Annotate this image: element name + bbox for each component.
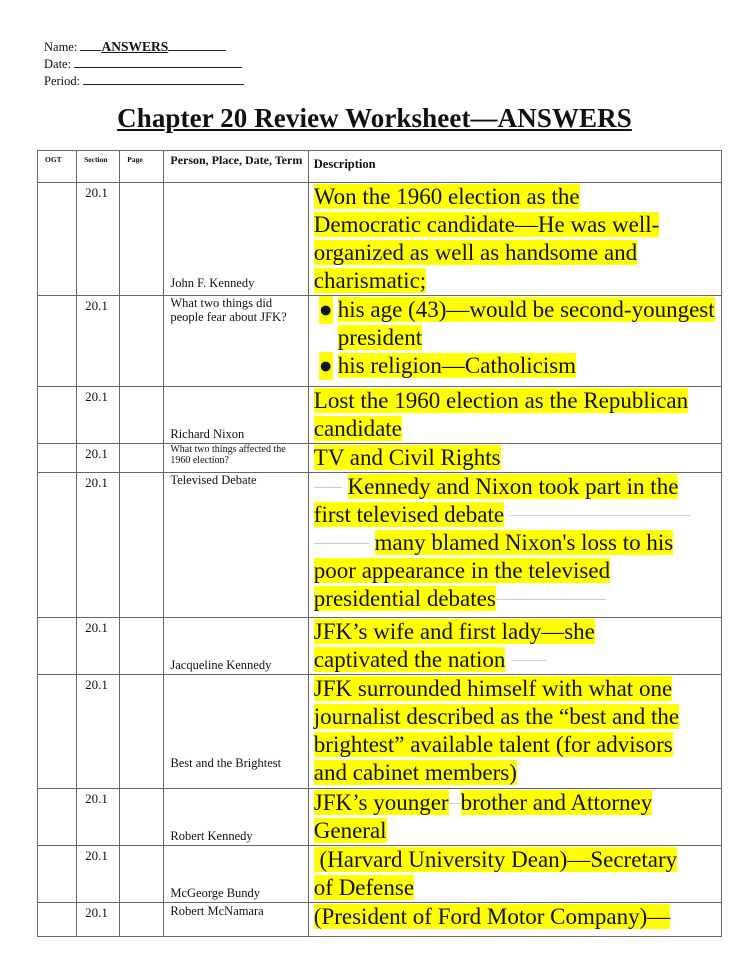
- term-cell: [164, 183, 308, 296]
- section-cell: 20.1: [77, 675, 120, 789]
- table-row: [38, 473, 722, 618]
- period-label: Period:: [44, 74, 81, 88]
- term-text: John F. Kennedy: [170, 276, 255, 290]
- ogt-cell: [38, 183, 77, 296]
- description-cell: [308, 183, 721, 296]
- table-row: [38, 618, 722, 675]
- ogt-cell: [38, 675, 77, 789]
- description-line: and cabinet members): [313, 760, 517, 785]
- ogt-cell: [38, 387, 77, 444]
- page-cell: [120, 618, 164, 675]
- review-table: [37, 150, 722, 937]
- section-cell: 20.1: [77, 387, 120, 444]
- term-cell: [164, 618, 308, 675]
- description-line: brother and Attorney: [460, 790, 653, 815]
- table-row: [38, 444, 722, 473]
- ogt-cell: [38, 473, 77, 618]
- name-line-left: [80, 38, 101, 51]
- ogt-cell: [38, 296, 77, 387]
- description-line: charismatic;: [313, 268, 427, 293]
- hidden-note: [510, 515, 690, 519]
- description-line: General: [313, 818, 387, 843]
- description-line: journalist described as the “best and the: [313, 704, 680, 729]
- page-cell: [120, 846, 164, 903]
- term-cell: [164, 387, 308, 444]
- section-cell: 20.1: [77, 473, 120, 618]
- description-line: of Defense: [313, 875, 415, 900]
- description-cell: [308, 387, 721, 444]
- description-line: Kennedy and Nixon took part in the: [347, 474, 679, 499]
- bullet-text: his religion—Catholicism: [337, 353, 577, 378]
- page-title: Chapter 20 Review Worksheet—ANSWERS: [117, 103, 632, 133]
- description-line: TV and Civil Rights: [313, 445, 501, 470]
- term-text: Jacqueline Kennedy: [170, 658, 272, 672]
- description-line: presidential debates: [313, 586, 496, 611]
- description-cell: [308, 903, 721, 937]
- section-cell: 20.1: [77, 846, 120, 903]
- section-cell: 20.1: [77, 789, 120, 846]
- name-field: [44, 38, 244, 55]
- col-header-ogt: OGT: [38, 151, 77, 183]
- description-cell: [308, 473, 721, 618]
- bullet-item: [311, 296, 721, 352]
- table-row: [38, 789, 722, 846]
- description-line: many blamed Nixon's loss to his: [374, 530, 674, 555]
- description-line: poor appearance in the televised: [313, 558, 611, 583]
- hidden-note: [314, 487, 342, 491]
- hidden-note: [496, 599, 606, 603]
- section-cell: 20.1: [77, 903, 120, 937]
- description-line: Lost the 1960 election as the Republican: [313, 388, 689, 413]
- col-header-term: Person, Place, Date, Term: [164, 151, 308, 183]
- description-line: JFK surrounded himself with what one: [313, 676, 673, 701]
- table-row: [38, 846, 722, 903]
- date-label: Date:: [44, 57, 72, 71]
- term-text: Best and the Brightest: [170, 756, 282, 770]
- description-cell: [308, 789, 721, 846]
- term-text: Richard Nixon: [170, 427, 245, 441]
- bullet-icon: ●: [318, 297, 333, 322]
- section-cell: 20.1: [77, 296, 120, 387]
- section-cell: 20.1: [77, 444, 120, 473]
- table-row: [38, 675, 722, 789]
- description-line: brightest” available talent (for advisors: [313, 732, 673, 757]
- page-cell: [120, 675, 164, 789]
- description-line: (Harvard University Dean)—Secretary: [313, 847, 678, 872]
- bullet-text: his age (43)—would be second-youngest president: [337, 297, 715, 350]
- date-line: [74, 55, 242, 68]
- page-cell: [120, 444, 164, 473]
- page-cell: [120, 183, 164, 296]
- description-cell: [308, 618, 721, 675]
- period-field: [44, 72, 244, 89]
- term-cell: [164, 789, 308, 846]
- bullet-item: [311, 352, 721, 380]
- date-field: [44, 55, 244, 72]
- col-header-section: Section: [77, 151, 120, 183]
- ogt-cell: [38, 903, 77, 937]
- ogt-cell: [38, 444, 77, 473]
- hidden-note: [511, 660, 546, 664]
- term-cell: [164, 846, 308, 903]
- term-cell: Televised Debate: [164, 473, 308, 618]
- bullet-icon: ●: [318, 353, 333, 378]
- page-cell: [120, 296, 164, 387]
- page-cell: [120, 789, 164, 846]
- description-line: Democratic candidate—He was well-: [313, 212, 660, 237]
- table-row: [38, 183, 722, 296]
- table-header-row: [38, 151, 722, 183]
- col-header-page: Page: [120, 151, 164, 183]
- name-line-right: [168, 38, 226, 51]
- table-row: [38, 903, 722, 937]
- table-row: [38, 387, 722, 444]
- term-cell: What two things did people fear about JFK?: [164, 296, 308, 387]
- description-cell: [308, 296, 721, 387]
- ogt-cell: [38, 789, 77, 846]
- description-line: JFK’s wife and first lady—she: [313, 619, 595, 644]
- description-line: JFK’s younger: [313, 790, 449, 815]
- description-line: (President of Ford Motor Company)—: [313, 904, 671, 929]
- name-label: Name:: [44, 40, 78, 54]
- col-header-description: Description: [308, 151, 721, 183]
- student-info: [44, 38, 244, 89]
- description-line: captivated the nation: [313, 647, 506, 672]
- description-line: organized as well as handsome and: [313, 240, 638, 265]
- term-cell: What two things affected the 1960 election?: [164, 444, 308, 473]
- table-row: [38, 296, 722, 387]
- description-cell: [308, 444, 721, 473]
- hidden-note: [314, 543, 369, 547]
- description-line: Won the 1960 election as the: [313, 184, 580, 209]
- term-text: McGeorge Bundy: [170, 886, 261, 900]
- description-cell: [308, 675, 721, 789]
- page-cell: [120, 387, 164, 444]
- hidden-note: [449, 803, 461, 807]
- name-value: ANSWERS: [101, 39, 169, 54]
- term-text: Robert Kennedy: [170, 829, 253, 843]
- ogt-cell: [38, 846, 77, 903]
- section-cell: 20.1: [77, 618, 120, 675]
- term-cell: Robert McNamara: [164, 903, 308, 937]
- page-cell: [120, 903, 164, 937]
- description-line: candidate: [313, 416, 402, 441]
- section-cell: 20.1: [77, 183, 120, 296]
- term-cell: [164, 675, 308, 789]
- period-line: [83, 72, 244, 85]
- page-cell: [120, 473, 164, 618]
- description-cell: [308, 846, 721, 903]
- ogt-cell: [38, 618, 77, 675]
- description-line: first televised debate: [313, 502, 505, 527]
